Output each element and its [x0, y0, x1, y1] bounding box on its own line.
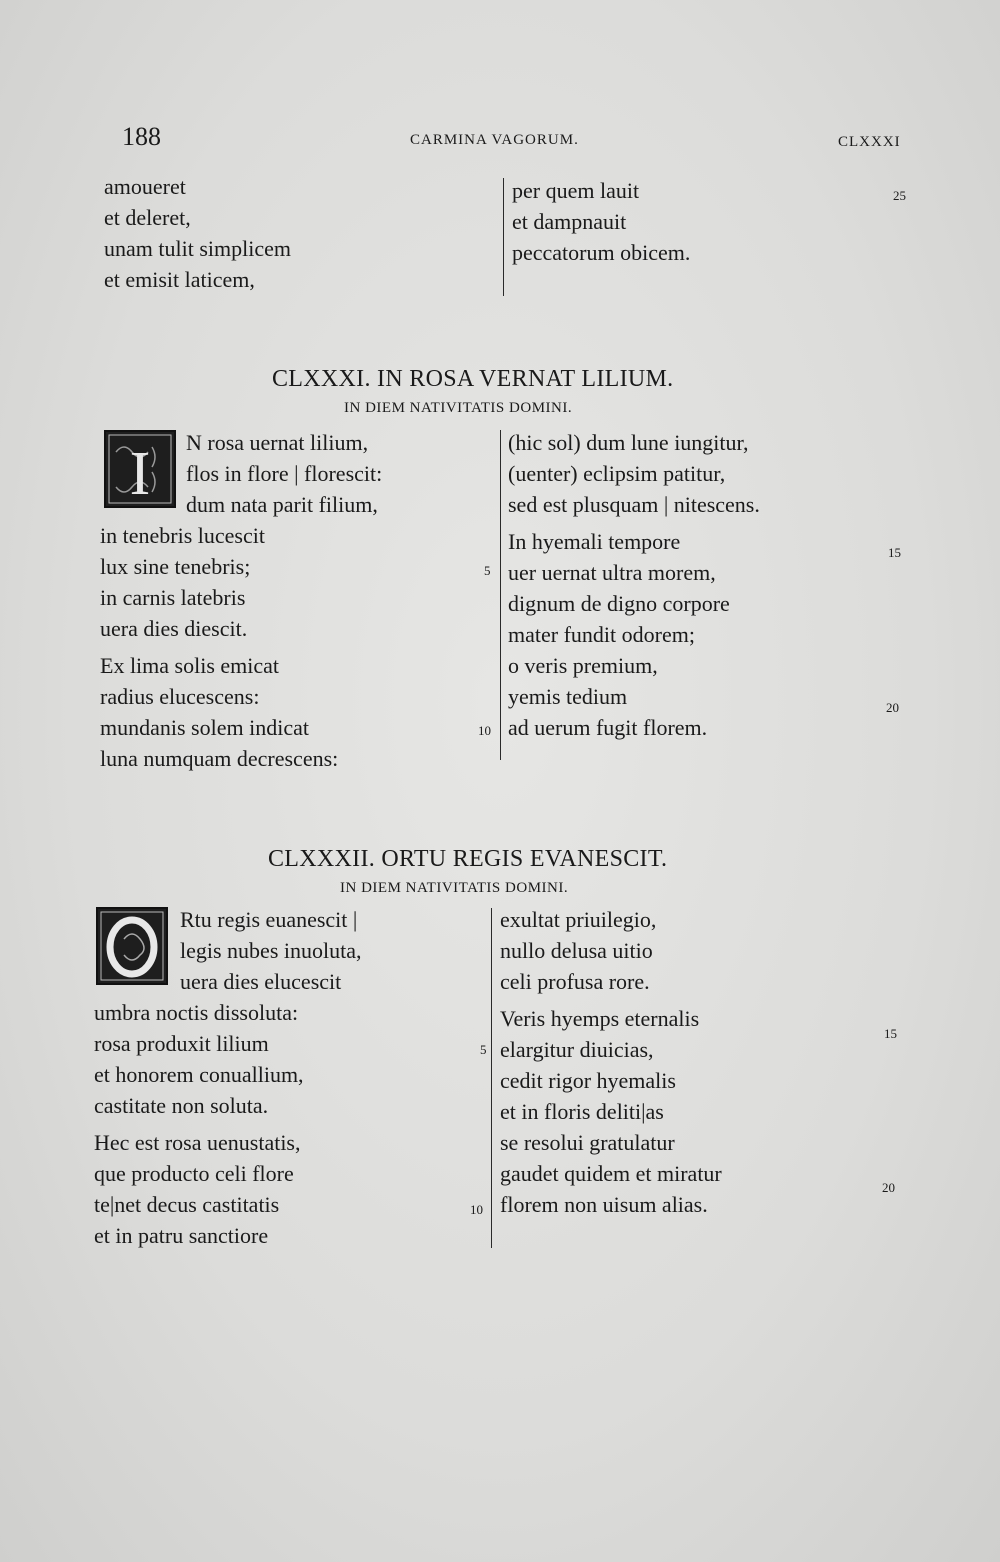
verse-line: et deleret, — [104, 205, 191, 230]
poem1-right-column — [508, 427, 760, 743]
page-number: 188 — [122, 122, 161, 151]
verse-line: dum nata parit filium, — [186, 492, 378, 517]
verse-line: unam tulit simplicem — [104, 236, 291, 261]
poem1-capital-lines — [186, 427, 382, 520]
verse-line: amoueret — [104, 174, 186, 199]
verse-line: mater fundit odorem; — [508, 622, 695, 647]
poem-subtitle: IN DIEM NATIVITATIS DOMINI. — [344, 400, 573, 416]
poem-title: CLXXXI. IN ROSA VERNAT LILIUM. — [272, 366, 674, 392]
poem-subtitle: IN DIEM NATIVITATIS DOMINI. — [340, 880, 569, 896]
verse-line: In hyemali tempore — [508, 529, 681, 554]
running-title: CARMINA VAGORUM. — [410, 132, 579, 148]
top-right-column — [512, 175, 690, 268]
line-number: 10 — [478, 723, 491, 738]
verse-line: gaudet quidem et miratur — [500, 1161, 722, 1186]
verse-line: que producto celi flore — [94, 1161, 294, 1186]
verse-line: se resolui gratulatur — [500, 1130, 675, 1155]
line-number: 20 — [882, 1180, 895, 1195]
verse-line: umbra noctis dissoluta: — [94, 1000, 299, 1025]
verse-line: te|net decus castitatis — [94, 1192, 280, 1217]
verse-line: in carnis latebris — [100, 585, 246, 610]
verse-line: et emisit laticem, — [104, 267, 255, 292]
verse-line: in tenebris lucescit — [100, 523, 265, 548]
verse-line: elargitur diuicias, — [500, 1037, 654, 1062]
verse-line: nullo delusa uitio — [500, 938, 653, 963]
initial-letter: I — [129, 440, 151, 506]
verse-line: uer uernat ultra morem, — [508, 560, 716, 585]
verse-line: lux sine tenebris; — [100, 554, 251, 579]
verse-line: castitate non soluta. — [94, 1093, 269, 1118]
poem2-right-column — [500, 904, 722, 1220]
column-divider — [491, 908, 492, 1248]
verse-line: yemis tedium — [508, 684, 628, 709]
decorated-initial — [104, 430, 176, 508]
poem2-left-column — [94, 997, 304, 1251]
decorated-initial — [96, 907, 168, 985]
section-number: CLXXXI — [838, 134, 901, 150]
verse-line: Rtu regis euanescit | — [180, 907, 358, 932]
verse-line: exultat priuilegio, — [500, 907, 657, 932]
verse-line: celi profusa rore. — [500, 969, 650, 994]
verse-line: sed est plusquam | nitescens. — [508, 492, 760, 517]
verse-line: rosa produxit lilium — [94, 1031, 269, 1056]
verse-line: legis nubes inuoluta, — [180, 938, 362, 963]
verse-line: Hec est rosa uenustatis, — [94, 1130, 301, 1155]
verse-line: N rosa uernat lilium, — [186, 430, 369, 455]
verse-line: Veris hyemps eternalis — [500, 1006, 700, 1031]
line-number: 20 — [886, 700, 899, 715]
verse-line: et dampnauit — [512, 209, 627, 234]
poem-title: CLXXXII. ORTU REGIS EVANESCIT. — [268, 846, 668, 872]
top-left-column — [104, 171, 291, 295]
verse-line: uera dies elucescit — [180, 969, 342, 994]
line-number: 10 — [470, 1202, 483, 1217]
verse-line: et honorem conuallium, — [94, 1062, 304, 1087]
verse-line: flos in flore | florescit: — [186, 461, 383, 486]
verse-line: uera dies diescit. — [100, 616, 248, 641]
verse-line: o veris premium, — [508, 653, 658, 678]
poem1-left-column — [100, 520, 338, 774]
verse-line: cedit rigor hyemalis — [500, 1068, 676, 1093]
line-number: 15 — [888, 545, 901, 560]
verse-line: (hic sol) dum lune iungitur, — [508, 430, 749, 455]
verse-line: ad uerum fugit florem. — [508, 715, 708, 740]
line-number: 5 — [480, 1042, 487, 1057]
verse-line: (uenter) eclipsim patitur, — [508, 461, 726, 486]
line-number: 15 — [884, 1026, 897, 1041]
line-number: 25 — [893, 188, 906, 203]
verse-line: per quem lauit — [512, 178, 640, 203]
verse-line: florem non uisum alias. — [500, 1192, 708, 1217]
column-divider — [500, 430, 501, 760]
verse-line: mundanis solem indicat — [100, 715, 309, 740]
verse-line: Ex lima solis emicat — [100, 653, 280, 678]
verse-line: et in floris deliti|as — [500, 1099, 664, 1124]
verse-line: dignum de digno corpore — [508, 591, 730, 616]
verse-line: peccatorum obicem. — [512, 240, 691, 265]
column-divider — [503, 178, 504, 296]
verse-line: radius elucescens: — [100, 684, 260, 709]
verse-line: et in patru sanctiore — [94, 1223, 269, 1248]
line-number: 5 — [484, 563, 491, 578]
poem2-capital-lines — [180, 904, 361, 997]
verse-line: luna numquam decrescens: — [100, 746, 339, 771]
